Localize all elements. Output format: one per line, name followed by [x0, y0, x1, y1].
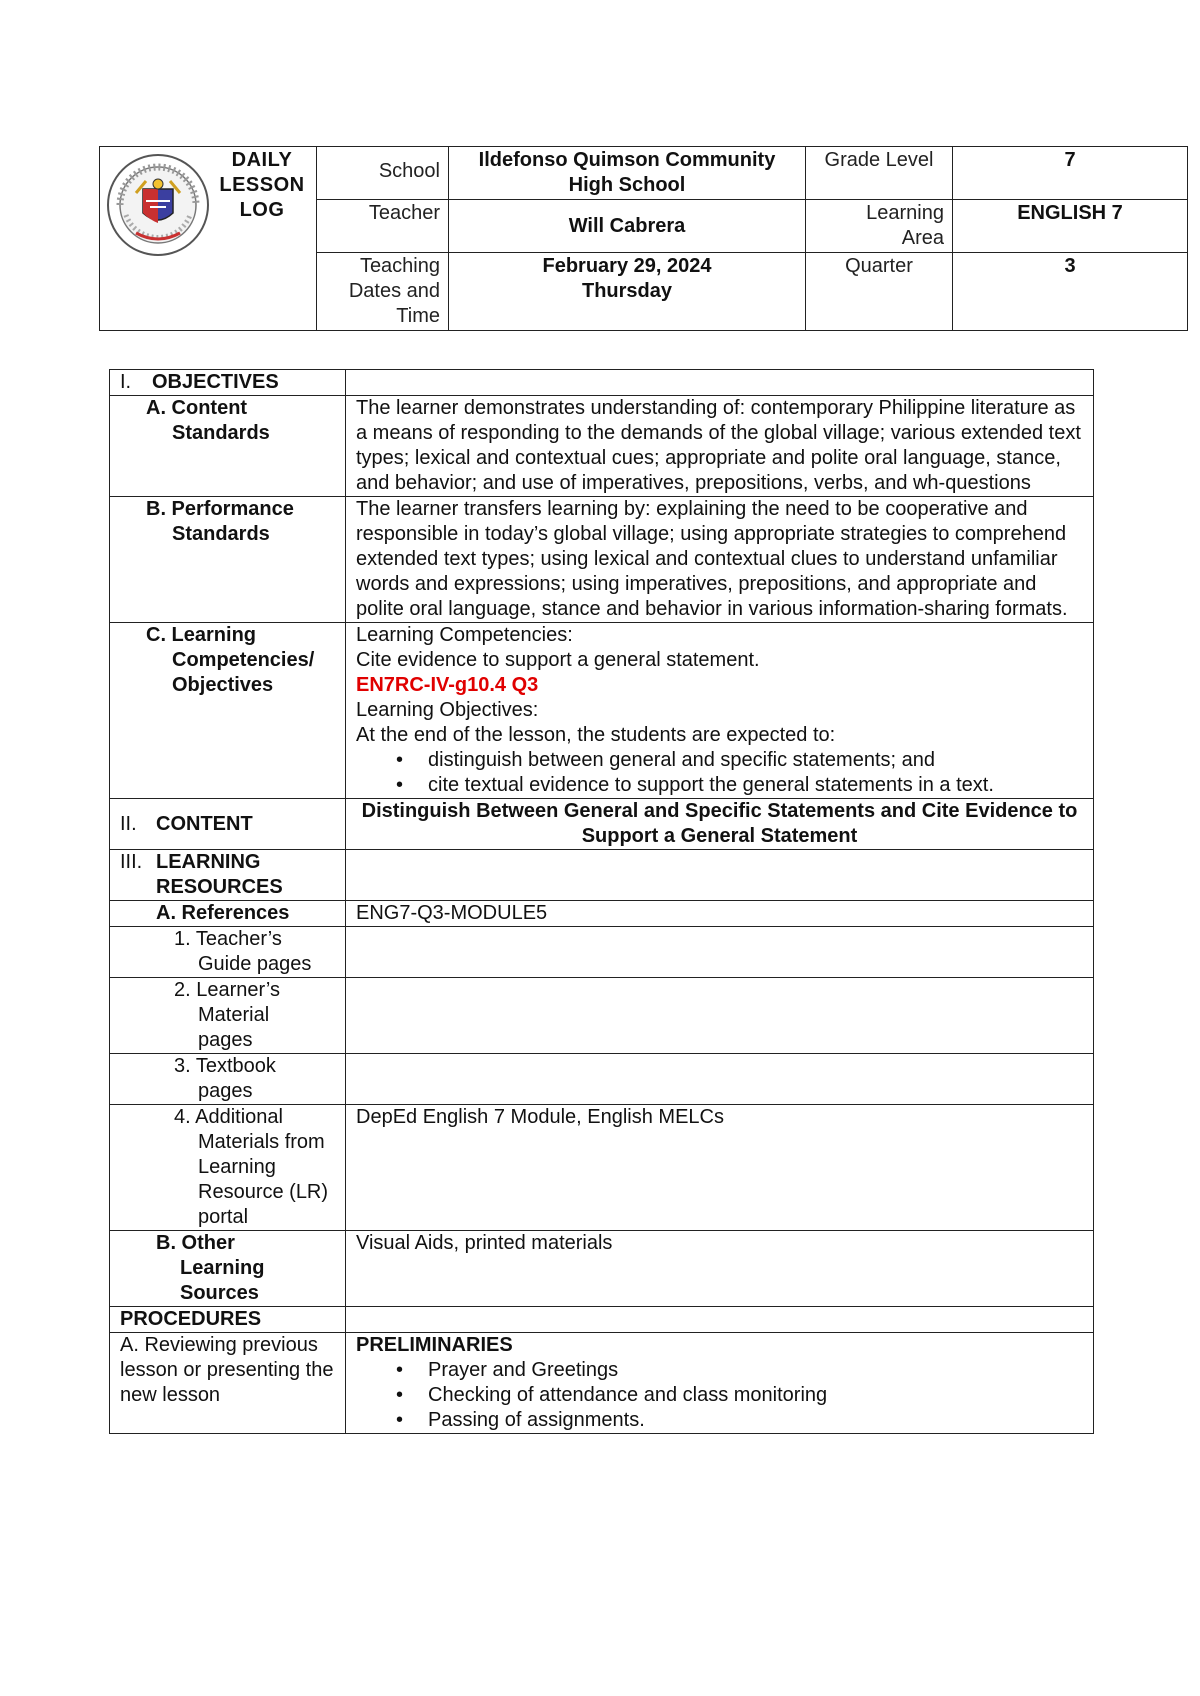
label-line: Standards	[172, 422, 270, 444]
competencies-cell	[346, 623, 1094, 799]
label-text: 1. Teacher’s Guide pages	[174, 928, 312, 975]
textbook-label	[110, 1054, 346, 1105]
table-row	[110, 799, 1094, 850]
dates-label-line: Dates and	[348, 280, 440, 302]
table-row	[110, 901, 1094, 927]
content-standards-label	[110, 396, 346, 497]
section-title: LEARNING RESOURCES	[156, 851, 283, 898]
list-item: • Passing of assignments.	[418, 1408, 1083, 1433]
list-item: • distinguish between general and specific statements; and	[418, 748, 1083, 773]
label-line: B. Performance	[146, 498, 294, 520]
area-label	[806, 200, 953, 253]
dll-title-line: LESSON	[219, 174, 305, 196]
section-number: III.	[120, 851, 143, 873]
objectives-heading	[110, 370, 346, 396]
references-value: ENG7-Q3-MODULE5	[346, 901, 1094, 927]
teacher-label: Teacher	[317, 200, 449, 253]
performance-standards-label	[110, 497, 346, 623]
label-line: A. Content	[146, 397, 248, 419]
empty-cell	[346, 1307, 1094, 1333]
table-row	[110, 978, 1094, 1054]
quarter-value: 3	[953, 253, 1188, 331]
area-label-line: Area	[901, 227, 944, 249]
quarter-label: Quarter	[806, 253, 953, 331]
header-table	[99, 146, 1188, 331]
other-sources-value: Visual Aids, printed materials	[346, 1231, 1094, 1307]
dates-value	[449, 253, 806, 331]
table-row	[110, 1333, 1094, 1434]
reviewing-label: A. Reviewing previous lesson or presenting the new lesson	[110, 1333, 346, 1434]
table-row	[110, 370, 1094, 396]
section-title: CONTENT	[156, 812, 253, 835]
additional-materials-value: DepEd English 7 Module, English MELCs	[346, 1105, 1094, 1231]
empty-cell	[346, 927, 1094, 978]
list-item: • Prayer and Greetings	[418, 1358, 1083, 1383]
empty-cell	[346, 1054, 1094, 1105]
list-item: • cite textual evidence to support the general statements in a text.	[418, 773, 1083, 798]
resources-heading	[110, 850, 346, 901]
label-line: Standards	[172, 523, 270, 545]
table-row	[110, 497, 1094, 623]
section-number: II.	[120, 812, 137, 835]
table-row	[110, 1105, 1094, 1231]
empty-cell	[346, 370, 1094, 396]
procedures-heading: PROCEDURES	[110, 1307, 346, 1333]
dll-title-line: LOG	[239, 199, 285, 221]
area-label-line: Learning	[866, 202, 944, 224]
lc-text: Cite evidence to support a general statement.	[356, 649, 760, 671]
school-value	[449, 147, 806, 200]
preliminaries-cell	[346, 1333, 1094, 1434]
school-label: School	[317, 147, 449, 200]
content-heading	[110, 799, 346, 850]
grade-value: 7	[953, 147, 1188, 200]
label-line: Competencies/	[172, 649, 315, 671]
table-row	[110, 850, 1094, 901]
section-number: I.	[120, 371, 132, 393]
deped-seal-icon	[106, 153, 210, 257]
competency-code: EN7RC-IV-g10.4 Q3	[356, 674, 539, 696]
deped-seal	[100, 147, 219, 331]
dll-title	[218, 147, 317, 331]
section-title: OBJECTIVES	[152, 371, 279, 393]
teacher-value: Will Cabrera	[449, 200, 806, 253]
lesson-plan-table	[109, 369, 1094, 1434]
lo-intro: At the end of the lesson, the students are expected to:	[356, 724, 836, 746]
lo-heading: Learning Objectives:	[356, 699, 539, 721]
dates-label-line: Teaching	[359, 255, 440, 277]
additional-materials-label	[110, 1105, 346, 1231]
content-standards-text: The learner demonstrates understanding of: contemporary Philippine literature as a means of responding to the demands of the global village; various extended text types; lexical and contextual cues; appropriate and polite oral language, stance, and behavior; and use of imperatives, prepositions, verbs, and wh-questions	[346, 396, 1094, 497]
label-text: 2. Learner’s Material pages	[174, 979, 280, 1051]
competencies-label	[110, 623, 346, 799]
objectives-list	[356, 748, 1083, 798]
teachers-guide-label	[110, 927, 346, 978]
table-row	[110, 623, 1094, 799]
table-row	[110, 1231, 1094, 1307]
school-value-line: High School	[568, 174, 686, 196]
preliminaries-heading: PRELIMINARIES	[356, 1334, 513, 1356]
references-label: A. References	[110, 901, 346, 927]
list-item: • Checking of attendance and class monitoring	[418, 1383, 1083, 1408]
other-sources-label	[110, 1231, 346, 1307]
label-text: 3. Textbook pages	[174, 1055, 276, 1102]
school-value-line: Ildefonso Quimson Community	[478, 149, 776, 171]
grade-label: Grade Level	[806, 147, 953, 200]
table-row	[110, 1054, 1094, 1105]
area-value: ENGLISH 7	[953, 200, 1188, 253]
lc-heading: Learning Competencies:	[356, 624, 573, 646]
performance-standards-text: The learner transfers learning by: explaining the need to be cooperative and responsible in today’s global village; using appropriate strategies to comprehend extended text types; using lexical and contextual clues to understand unfamiliar words and expressions; using imperatives, prepositions, and appropriate and polite oral language, stance and behavior in various information-sharing formats.	[346, 497, 1094, 623]
empty-cell	[346, 978, 1094, 1054]
dll-title-line: DAILY	[231, 149, 293, 171]
empty-cell	[346, 850, 1094, 901]
label-line: C. Learning	[146, 624, 257, 646]
label-text: 4. Additional Materials from Learning Resource (LR) portal	[174, 1106, 329, 1228]
dates-value-line: Thursday	[581, 280, 673, 302]
table-row	[110, 927, 1094, 978]
dates-label	[317, 253, 449, 331]
dates-label-line: Time	[396, 305, 440, 327]
learners-material-label	[110, 978, 346, 1054]
table-row	[110, 1307, 1094, 1333]
table-row	[110, 396, 1094, 497]
dates-value-line: February 29, 2024	[542, 255, 712, 277]
label-line: Objectives	[172, 674, 274, 696]
content-title: Distinguish Between General and Specific Statements and Cite Evidence to Support a General Statement	[346, 799, 1094, 850]
label-text: B. Other Learning Sources	[156, 1232, 265, 1304]
preliminaries-list	[356, 1358, 1083, 1433]
